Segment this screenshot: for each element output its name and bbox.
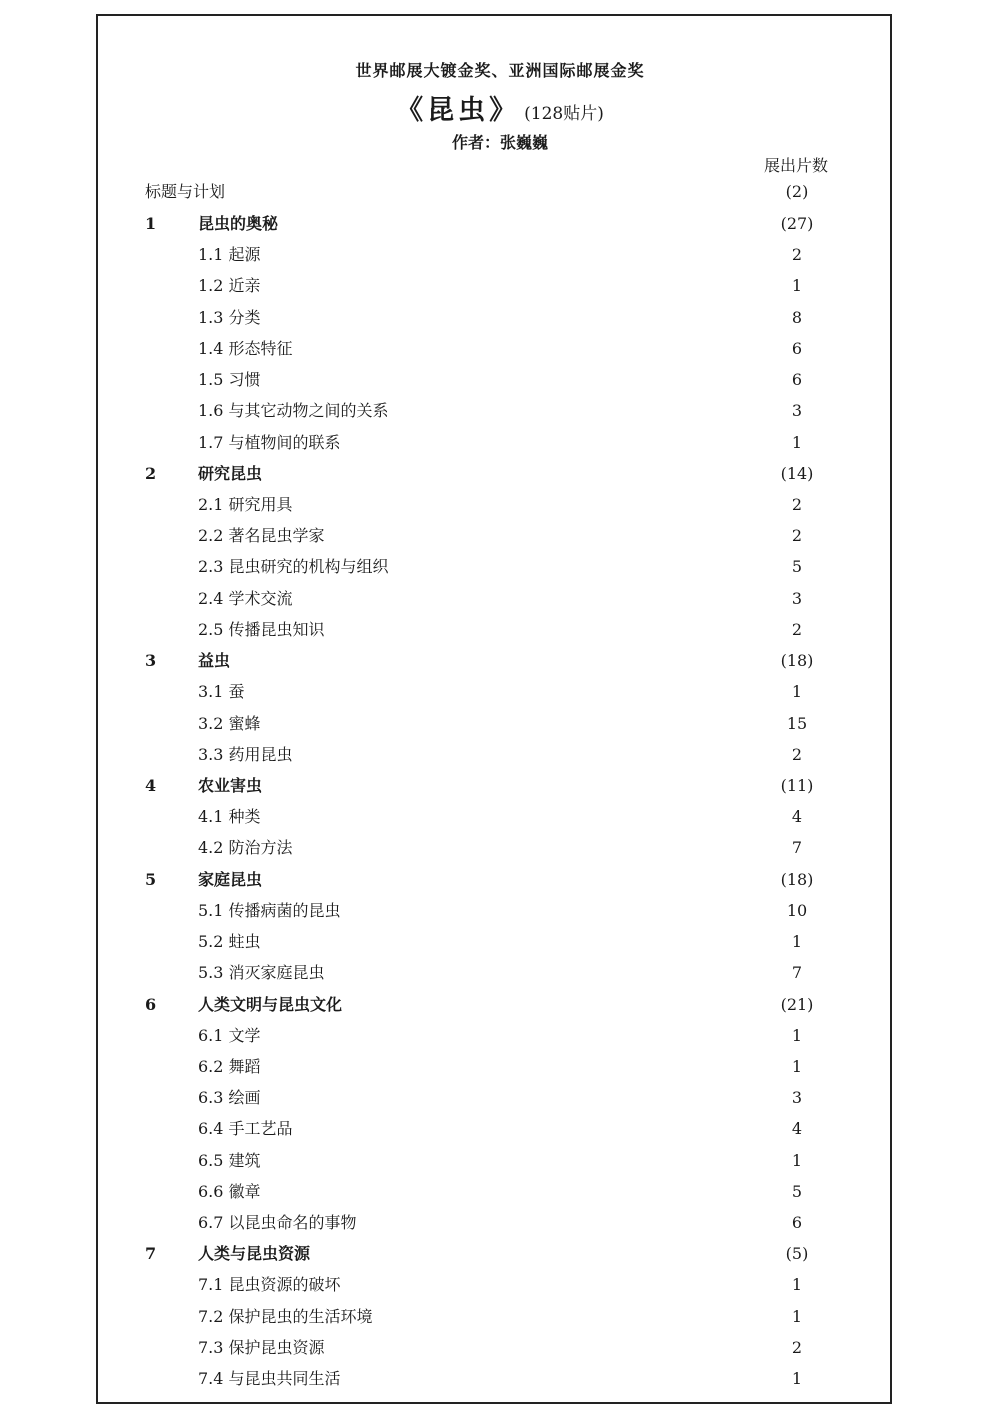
section-row	[0, 898, 1000, 924]
section-count: 1	[791, 1369, 803, 1388]
section-row	[0, 336, 1000, 362]
section-title: 6.6 徽章	[198, 1182, 261, 1201]
chapter-number: 4	[145, 776, 157, 795]
exhibit-frame-count: (128贴片)	[524, 104, 604, 124]
chapter-title: 研究昆虫	[198, 464, 263, 483]
chapter-number: 7	[145, 1244, 157, 1263]
section-row	[0, 273, 1000, 299]
section-row	[0, 960, 1000, 986]
section-title: 7.1 昆虫资源的破坏	[198, 1275, 341, 1294]
section-title: 6.3 绘画	[198, 1088, 261, 1107]
section-title: 5.1 传播病菌的昆虫	[198, 901, 341, 920]
plan-label: 标题与计划	[145, 182, 226, 201]
section-count: 1	[791, 1275, 803, 1294]
section-title: 4.2 防治方法	[198, 838, 293, 857]
section-count: 4	[791, 1119, 803, 1138]
section-count: 2	[791, 745, 803, 764]
section-count: 5	[791, 557, 803, 576]
plan-count: (2)	[785, 182, 809, 201]
section-row	[0, 242, 1000, 268]
section-title: 5.2 蛀虫	[198, 932, 261, 951]
section-count: 2	[791, 620, 803, 639]
section-title: 7.3 保护昆虫资源	[198, 1338, 325, 1357]
section-count: 10	[786, 901, 808, 920]
section-count: 1	[791, 932, 803, 951]
section-count: 1	[791, 1307, 803, 1326]
section-row	[0, 367, 1000, 393]
chapter-title: 益虫	[198, 651, 231, 670]
section-count: 6	[791, 370, 803, 389]
section-count: 7	[791, 838, 803, 857]
section-row	[0, 1335, 1000, 1361]
section-count: 1	[791, 1057, 803, 1076]
section-title: 1.4 形态特征	[198, 339, 293, 358]
chapter-row	[0, 773, 1000, 799]
chapter-row	[0, 992, 1000, 1018]
section-count: 2	[791, 245, 803, 264]
section-title: 6.7 以昆虫命名的事物	[198, 1213, 357, 1232]
section-count: 3	[791, 589, 803, 608]
section-title: 6.4 手工艺品	[198, 1119, 293, 1138]
section-row	[0, 711, 1000, 737]
section-title: 7.2 保护昆虫的生活环境	[198, 1307, 373, 1326]
section-row	[0, 679, 1000, 705]
section-title: 1.2 近亲	[198, 276, 261, 295]
section-row	[0, 398, 1000, 424]
chapter-count: (18)	[780, 651, 814, 670]
section-row	[0, 305, 1000, 331]
section-count: 2	[791, 1338, 803, 1357]
section-count: 8	[791, 308, 803, 327]
chapter-number: 5	[145, 870, 157, 889]
chapter-number: 2	[145, 464, 157, 483]
section-row	[0, 835, 1000, 861]
section-title: 3.2 蜜蜂	[198, 714, 261, 733]
section-title: 3.3 药用昆虫	[198, 745, 293, 764]
count-column-header: 展出片数	[764, 156, 829, 175]
section-row	[0, 1179, 1000, 1205]
section-row	[0, 1054, 1000, 1080]
section-row	[0, 1085, 1000, 1111]
section-count: 1	[791, 682, 803, 701]
section-count: 7	[791, 963, 803, 982]
section-count: 4	[791, 807, 803, 826]
chapter-number: 3	[145, 651, 157, 670]
section-count: 1	[791, 433, 803, 452]
section-row	[0, 554, 1000, 580]
chapter-count: (11)	[780, 776, 814, 795]
section-count: 3	[791, 1088, 803, 1107]
section-row	[0, 492, 1000, 518]
chapter-row	[0, 461, 1000, 487]
section-title: 1.7 与植物间的联系	[198, 433, 341, 452]
section-row	[0, 617, 1000, 643]
section-title: 4.1 种类	[198, 807, 261, 826]
chapter-number: 6	[145, 995, 157, 1014]
section-count: 5	[791, 1182, 803, 1201]
section-title: 1.6 与其它动物之间的关系	[198, 401, 389, 420]
section-count: 1	[791, 1151, 803, 1170]
chapter-count: (18)	[780, 870, 814, 889]
plan-row	[0, 179, 1000, 205]
section-row	[0, 1272, 1000, 1298]
chapter-count: (5)	[785, 1244, 809, 1263]
section-count: 3	[791, 401, 803, 420]
chapter-count: (27)	[780, 214, 814, 233]
chapter-title: 人类与昆虫资源	[198, 1244, 311, 1263]
section-row	[0, 742, 1000, 768]
section-row	[0, 1148, 1000, 1174]
chapter-title: 昆虫的奥秘	[198, 214, 279, 233]
section-title: 5.3 消灭家庭昆虫	[198, 963, 325, 982]
section-title: 1.3 分类	[198, 308, 261, 327]
section-count: 6	[791, 1213, 803, 1232]
section-row	[0, 1023, 1000, 1049]
section-count: 1	[791, 276, 803, 295]
section-row	[0, 586, 1000, 612]
section-title: 1.1 起源	[198, 245, 261, 264]
section-title: 6.5 建筑	[198, 1151, 261, 1170]
chapter-count: (21)	[780, 995, 814, 1014]
section-title: 1.5 习惯	[198, 370, 261, 389]
award-line: 世界邮展大镀金奖、亚洲国际邮展金奖	[355, 61, 645, 80]
chapter-title: 农业害虫	[198, 776, 263, 795]
section-title: 2.2 著名昆虫学家	[198, 526, 325, 545]
exhibit-title: 《昆虫》	[396, 95, 521, 126]
chapter-row	[0, 211, 1000, 237]
section-count: 1	[791, 1026, 803, 1045]
author-line: 作者：张巍巍	[451, 133, 548, 152]
section-title: 2.4 学术交流	[198, 589, 293, 608]
section-row	[0, 1116, 1000, 1142]
chapter-title: 人类文明与昆虫文化	[198, 995, 343, 1014]
section-row	[0, 523, 1000, 549]
chapter-row	[0, 867, 1000, 893]
section-row	[0, 804, 1000, 830]
section-count: 2	[791, 526, 803, 545]
section-row	[0, 929, 1000, 955]
section-count: 2	[791, 495, 803, 514]
section-title: 2.3 昆虫研究的机构与组织	[198, 557, 389, 576]
chapter-title: 家庭昆虫	[198, 870, 263, 889]
title-block	[0, 88, 1000, 127]
chapter-row	[0, 648, 1000, 674]
section-title: 6.1 文学	[198, 1026, 261, 1045]
section-row	[0, 1304, 1000, 1330]
chapter-row	[0, 1241, 1000, 1267]
section-row	[0, 1366, 1000, 1392]
chapter-count: (14)	[780, 464, 814, 483]
section-count: 15	[786, 714, 808, 733]
section-title: 7.4 与昆虫共同生活	[198, 1369, 341, 1388]
section-title: 2.1 研究用具	[198, 495, 293, 514]
section-title: 6.2 舞蹈	[198, 1057, 261, 1076]
section-count: 6	[791, 339, 803, 358]
section-title: 3.1 蚕	[198, 682, 245, 701]
section-row	[0, 430, 1000, 456]
section-row	[0, 1210, 1000, 1236]
section-title: 2.5 传播昆虫知识	[198, 620, 325, 639]
chapter-number: 1	[145, 214, 157, 233]
